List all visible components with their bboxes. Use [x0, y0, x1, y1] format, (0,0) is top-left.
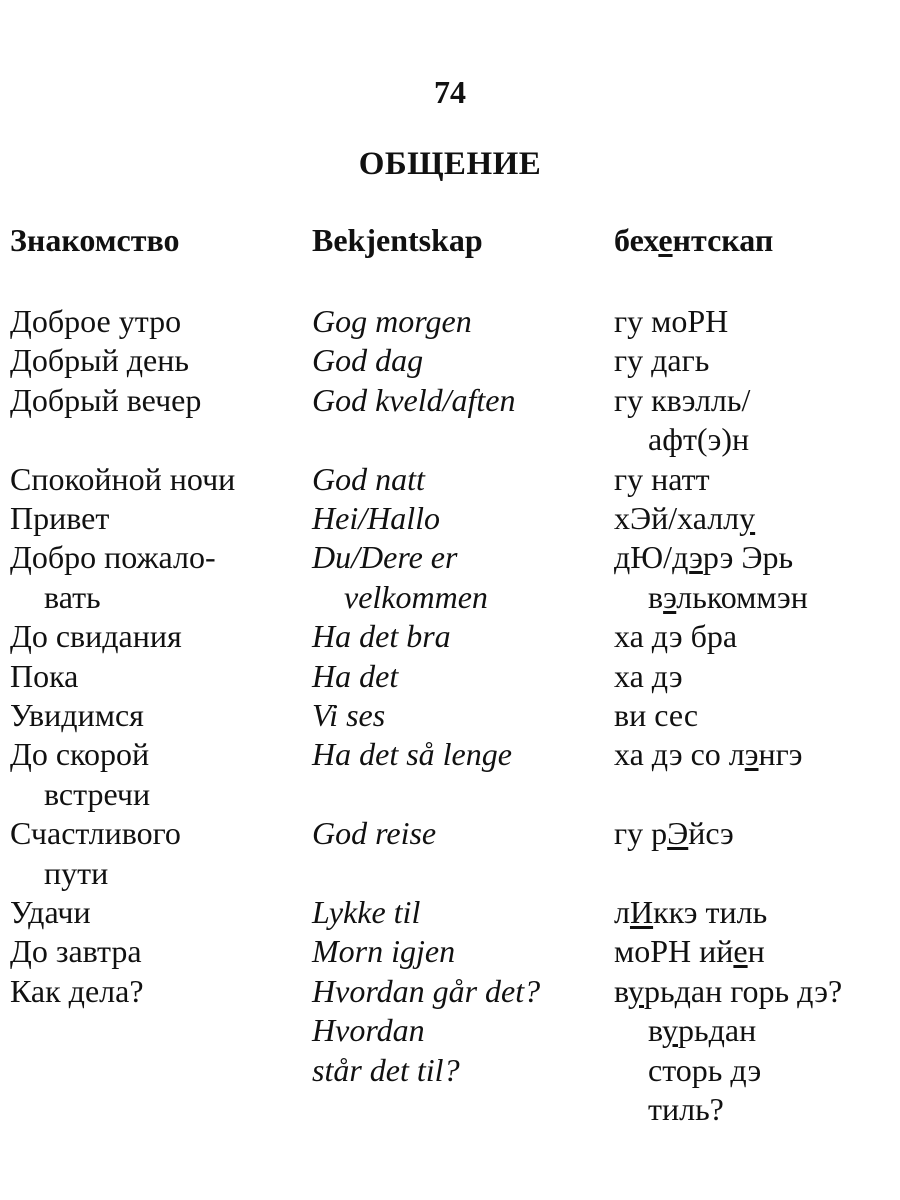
phrase-transcription-11-0: лИккэ тиль: [614, 894, 768, 930]
phrase-norwegian-11-0: Lykke til: [312, 894, 421, 930]
phrase-transcription-0-0: гу моРН: [614, 303, 729, 339]
phrase-russian-6-0: До свидания: [10, 618, 182, 655]
phrase-transcription-8-0: ви сес: [614, 697, 699, 733]
phrase-norwegian-5-1: velkommen: [344, 578, 488, 615]
phrase-russian-12-0: До завтра: [10, 933, 142, 970]
phrase-transcription-6-0: ха дэ бра: [614, 618, 738, 655]
phrase-norwegian-10-0: God reise: [312, 815, 437, 852]
phrase-transcription-4-0: хЭй/халлу: [614, 500, 756, 536]
phrase-transcription-2-1: афт(э)н: [648, 421, 750, 458]
phrase-russian-11-0: Удачи: [10, 894, 91, 930]
phrase-transcription-5-1: вэлькоммэн: [648, 578, 808, 615]
phrase-norwegian-9-0: Ha det så lenge: [312, 736, 512, 773]
phrase-norwegian-2-0: God kveld/aften: [312, 381, 516, 418]
section-title: ОБЩЕНИЕ: [358, 146, 542, 182]
header-transcription: бехентскап: [614, 222, 774, 258]
phrase-russian-5-0: Добро пожало-: [10, 539, 216, 576]
phrase-transcription-7-0: ха дэ: [614, 657, 683, 694]
phrase-transcription-10-0: гу рЭйсэ: [614, 815, 734, 852]
phrase-norwegian-5-0: Du/Dere er: [312, 539, 458, 576]
phrase-transcription-13-0: вурьдан горь дэ?: [614, 972, 843, 1009]
header-russian: Знакомство: [10, 222, 180, 258]
phrase-russian-10-1: пути: [44, 854, 109, 891]
phrase-russian-10-0: Счастливого: [10, 815, 181, 852]
phrase-norwegian-13-0: Hvordan går det?: [312, 972, 541, 1009]
phrase-transcription-9-0: ха дэ со лэнгэ: [614, 736, 803, 773]
phrase-russian-3-0: Спокойной ночи: [10, 460, 236, 497]
phrase-russian-2-0: Добрый вечер: [10, 381, 202, 418]
phrase-transcription-13-2: сторь дэ: [648, 1051, 762, 1088]
phrase-russian-8-0: Увидимся: [10, 697, 144, 733]
phrase-russian-5-1: вать: [44, 578, 101, 615]
phrase-transcription-12-0: моРН ийен: [614, 933, 765, 970]
phrase-norwegian-1-0: God dag: [312, 342, 424, 379]
phrase-russian-4-0: Привет: [10, 500, 110, 536]
phrase-norwegian-13-1: Hvordan: [312, 1012, 425, 1049]
phrase-norwegian-0-0: Gog morgen: [312, 303, 472, 339]
header-norwegian: Bekjentskap: [312, 222, 483, 258]
phrase-norwegian-3-0: God natt: [312, 460, 425, 497]
phrase-transcription-13-1: вурьдан: [648, 1012, 757, 1049]
phrase-norwegian-4-0: Hei/Hallo: [312, 500, 440, 536]
phrase-russian-9-1: встречи: [44, 775, 151, 812]
phrase-russian-7-0: Пока: [10, 657, 79, 694]
phrase-russian-0-0: Доброе утро: [10, 303, 182, 339]
phrase-norwegian-12-0: Morn igjen: [312, 933, 456, 970]
phrase-norwegian-7-0: Ha det: [312, 657, 399, 694]
phrase-russian-1-0: Добрый день: [10, 342, 189, 379]
phrase-norwegian-8-0: Vi ses: [312, 697, 386, 733]
phrase-transcription-13-3: тиль?: [648, 1091, 724, 1127]
phrase-transcription-3-0: гу натт: [614, 460, 710, 497]
phrase-norwegian-13-2: står det til?: [312, 1051, 460, 1088]
phrase-transcription-1-0: гу дагь: [614, 342, 710, 379]
phrase-russian-9-0: До скорой: [10, 736, 150, 773]
phrase-norwegian-6-0: Ha det bra: [312, 618, 451, 655]
phrase-russian-13-0: Как дела?: [10, 972, 144, 1009]
phrase-transcription-2-0: гу квэлль/: [614, 381, 751, 418]
phrase-transcription-5-0: дЮ/дэрэ Эрь: [614, 539, 794, 576]
page-number: 74: [434, 74, 466, 110]
